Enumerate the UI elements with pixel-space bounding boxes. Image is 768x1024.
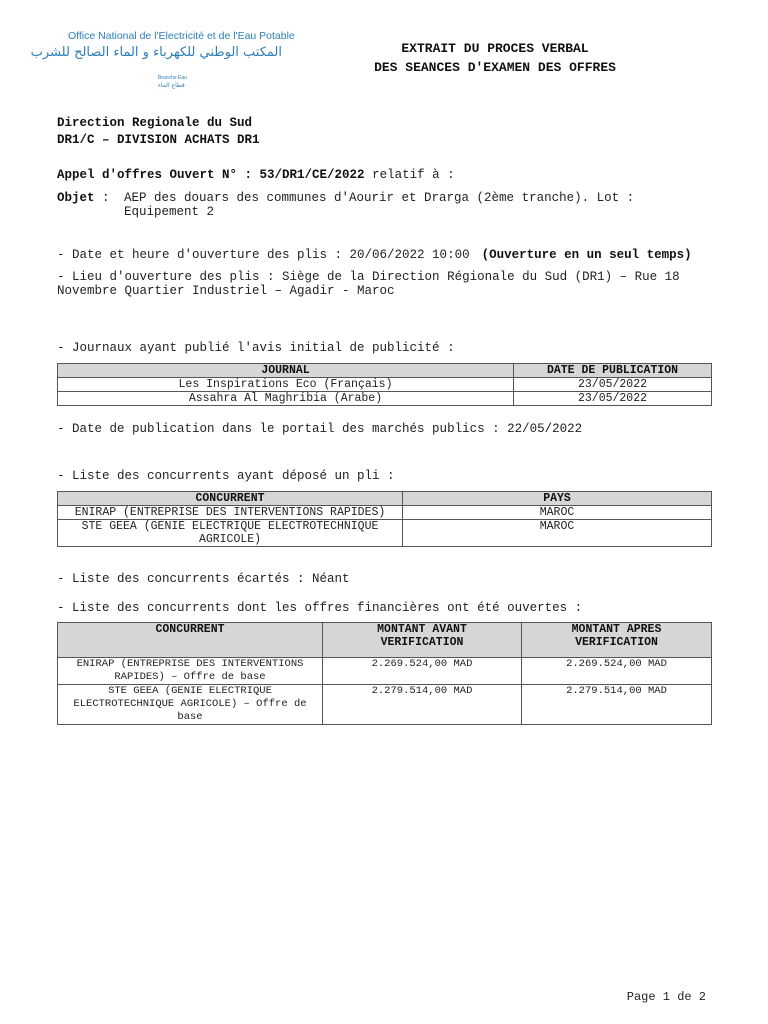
logo-org-name-ar: المكتب الوطني للكهرباء و الماء الصالح للشرب xyxy=(30,45,282,60)
table-row xyxy=(58,658,712,685)
direction-name: Direction Regionale du Sud xyxy=(57,116,253,130)
logo-branch-ar: قطاع الماء xyxy=(158,82,185,89)
fin-concurrent-cell xyxy=(58,685,323,725)
doc-title-line1: EXTRAIT DU PROCES VERBAL xyxy=(401,41,589,56)
financieres-table xyxy=(57,622,712,725)
fin-concurrent-header: CONCURRENT xyxy=(58,623,323,658)
pays-header: PAYS xyxy=(403,492,712,506)
appel-offres xyxy=(57,168,455,182)
pays-cell: MAROC xyxy=(403,520,712,547)
journal-cell: Les Inspirations Eco (Français) xyxy=(58,378,514,392)
lieu-line2: Novembre Quartier Industriel – Agadir - Maroc xyxy=(57,284,395,298)
table-row xyxy=(58,378,712,392)
financieres-intro: - Liste des concurrents dont les offres financières ont été ouvertes : xyxy=(57,601,583,615)
concurrents-intro: - Liste des concurrents ayant déposé un pli : xyxy=(57,469,395,483)
concurrent-name-line1: ENIRAP (ENTREPRISE DES INTERVENTIONS RAPIDES) xyxy=(74,506,386,519)
date-cell: 23/05/2022 xyxy=(514,392,712,406)
table-row xyxy=(58,520,712,547)
concurrent-name-line1: STE GEEA (GENIE ELECTRIQUE ELECTROTECHNIQUE xyxy=(81,520,379,533)
page-number: Page 1 de 2 xyxy=(626,990,706,1004)
ouverture-date xyxy=(57,248,692,262)
journaux-table xyxy=(57,363,712,406)
montant-avant-cell: 2.269.524,00 MAD xyxy=(323,658,522,685)
doc-title-line2: DES SEANCES D'EXAMEN DES OFFRES xyxy=(374,60,616,75)
concurrent-cell xyxy=(58,520,403,547)
concurrent-cell xyxy=(58,506,403,520)
lieu-line1: - Lieu d'ouverture des plis : Siège de la Direction Régionale du Sud (DR1) – Rue 18 xyxy=(57,270,680,284)
objet-text-line2: Equipement 2 xyxy=(124,205,215,219)
ouverture-date-text: - Date et heure d'ouverture des plis : 20/06/2022 10:00 xyxy=(57,248,470,262)
concurrent-header: CONCURRENT xyxy=(58,492,403,506)
appel-offres-number: Appel d'offres Ouvert N° : 53/DR1/CE/2022 xyxy=(57,168,365,182)
ouverture-mode: (Ouverture en un seul temps) xyxy=(481,248,692,262)
fin-concurrent-l2: RAPIDES) – Offre de base xyxy=(114,671,266,683)
date-publication-header: DATE DE PUBLICATION xyxy=(514,364,712,378)
montant-avant-header-l1: MONTANT AVANT xyxy=(377,623,467,636)
table-row xyxy=(58,685,712,725)
appel-offres-suffix: relatif à : xyxy=(364,168,455,182)
montant-apres-cell: 2.269.524,00 MAD xyxy=(522,658,712,685)
montant-apres-header xyxy=(522,623,712,658)
pays-cell: MAROC xyxy=(403,506,712,520)
montant-avant-cell: 2.279.514,00 MAD xyxy=(323,685,522,725)
fin-concurrent-l3: base xyxy=(177,711,203,723)
fin-concurrent-l2: ELECTROTECHNIQUE AGRICOLE) – Offre de xyxy=(73,698,307,710)
objet-label: Objet xyxy=(57,191,95,205)
fin-concurrent-l1: ENIRAP (ENTREPRISE DES INTERVENTIONS xyxy=(76,658,304,670)
montant-avant-header xyxy=(323,623,522,658)
portail-date: - Date de publication dans le portail des marchés publics : 22/05/2022 xyxy=(57,422,583,436)
objet-separator: : xyxy=(94,191,110,205)
concurrent-name-line2: AGRICOLE) xyxy=(198,533,262,546)
table-row xyxy=(58,392,712,406)
division-name: DR1/C – DIVISION ACHATS DR1 xyxy=(57,133,260,147)
journal-header: JOURNAL xyxy=(58,364,514,378)
logo-org-name-fr: Office National de l'Electricité et de l'Eau Potable xyxy=(68,30,295,42)
table-row xyxy=(58,506,712,520)
montant-avant-header-l2: VERIFICATION xyxy=(380,636,464,649)
logo-branch-fr: Branche Eau xyxy=(158,75,187,81)
ecartes-line: - Liste des concurrents écartés : Néant xyxy=(57,572,350,586)
date-cell: 23/05/2022 xyxy=(514,378,712,392)
journaux-intro: - Journaux ayant publié l'avis initial de publicité : xyxy=(57,341,455,355)
montant-apres-cell: 2.279.514,00 MAD xyxy=(522,685,712,725)
journal-cell: Assahra Al Maghribia (Arabe) xyxy=(58,392,514,406)
concurrents-table xyxy=(57,491,712,547)
fin-concurrent-l1: STE GEEA (GENIE ELECTRIQUE xyxy=(108,685,272,697)
montant-apres-header-l1: MONTANT APRES xyxy=(571,623,662,636)
objet-row xyxy=(57,191,110,205)
montant-apres-header-l2: VERIFICATION xyxy=(575,636,658,649)
objet-text-line1: AEP des douars des communes d'Aourir et Drarga (2ème tranche). Lot : xyxy=(124,191,635,205)
fin-concurrent-cell xyxy=(58,658,323,685)
